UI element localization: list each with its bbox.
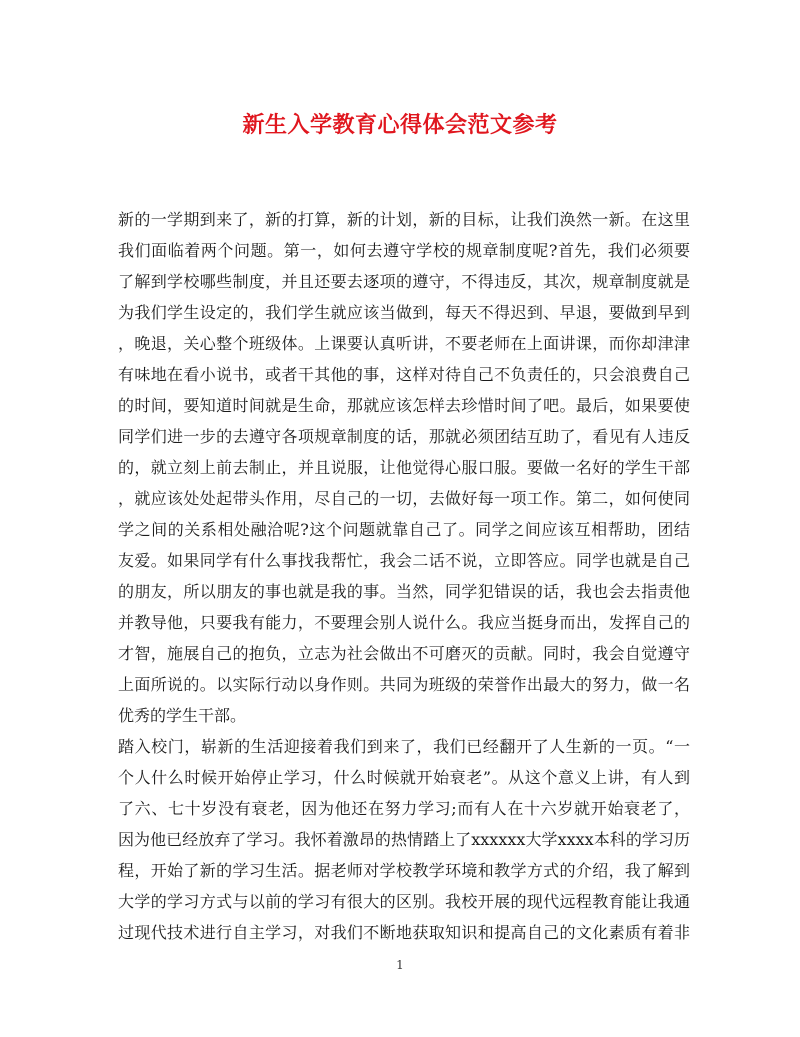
document-title: 新生入学教育心得体会范文参考 [242, 113, 558, 138]
text-line-11: 学之间的关系相处融洽呢?这个问题就靠自己了。同学之间应该互相帮助，团结 [118, 520, 690, 539]
text-line-10: ，就应该处处起带头作用，尽自己的一切，去做好每一项工作。第二，如何使同 [118, 489, 690, 508]
document-body [118, 204, 690, 948]
text-line-13: 的朋友，所以朋友的事也就是我的事。当然，同学犯错误的话，我也会去指责他 [118, 582, 690, 601]
text-line-20: 了六、七十岁没有衰老，因为他还在努力学习;而有人在十六岁就开始衰老了， [118, 799, 690, 818]
text-line-21: 因为他已经放弃了学习。我怀着激昂的热情踏上了xxxxxx大学xxxx本科的学习历 [118, 830, 690, 849]
text-line-1: 新的一学期到来了，新的打算，新的计划，新的目标，让我们涣然一新。在这里 [118, 210, 690, 229]
text-line-18: 踏入校门，崭新的生活迎接着我们到来了，我们已经翻开了人生新的一页。“一 [118, 737, 690, 756]
text-line-16: 上面所说的。以实际行动以身作则。共同为班级的荣誉作出最大的努力，做一名 [118, 675, 690, 694]
text-line-3: 了解到学校哪些制度，并且还要去逐项的遵守，不得违反，其次，规章制度就是 [118, 272, 690, 291]
text-line-17: 优秀的学生干部。 [118, 706, 247, 725]
text-line-9: 的，就立刻上前去制止，并且说服，让他觉得心服口服。要做一名好的学生干部 [118, 458, 690, 477]
text-line-15: 才智，施展自己的抱负，立志为社会做出不可磨灭的贡献。同时，我会自觉遵守 [118, 644, 690, 663]
text-line-4: 为我们学生设定的，我们学生就应该当做到，每天不得迟到、早退，要做到早到 [118, 303, 690, 322]
text-line-23: 大学的学习方式与以前的学习有很大的区别。我校开展的现代远程教育能让我通 [118, 892, 690, 911]
text-line-2: 我们面临着两个问题。第一，如何去遵守学校的规章制度呢?首先，我们必须要 [118, 241, 690, 260]
text-line-12: 友爱。如果同学有什么事找我帮忙，我会二话不说，立即答应。同学也就是自己 [118, 551, 690, 570]
text-line-14: 并教导他，只要我有能力，不要理会别人说什么。我应当挺身而出，发挥自己的 [118, 613, 690, 632]
text-line-7: 的时间，要知道时间就是生命，那就应该怎样去珍惜时间了吧。最后，如果要使 [118, 396, 690, 415]
text-line-8: 同学们进一步的去遵守各项规章制度的话，那就必须团结互助了，看见有人违反 [118, 427, 690, 446]
text-line-24: 过现代技术进行自主学习，对我们不断地获取知识和提高自己的文化素质有着非 [118, 923, 690, 942]
text-line-19: 个人什么时候开始停止学习，什么时候就开始衰老”。从这个意义上讲，有人到 [118, 768, 690, 787]
text-line-5: ，晚退，关心整个班级体。上课要认真听讲，不要老师在上面讲课，而你却津津 [118, 334, 690, 353]
text-line-6: 有味地在看小说书，或者干其他的事，这样对待自己不负责任的，只会浪费自己 [118, 365, 690, 384]
page-number: 1 [396, 958, 404, 972]
text-line-22: 程，开始了新的学习生活。据老师对学校教学环境和教学方式的介绍，我了解到 [118, 861, 690, 880]
